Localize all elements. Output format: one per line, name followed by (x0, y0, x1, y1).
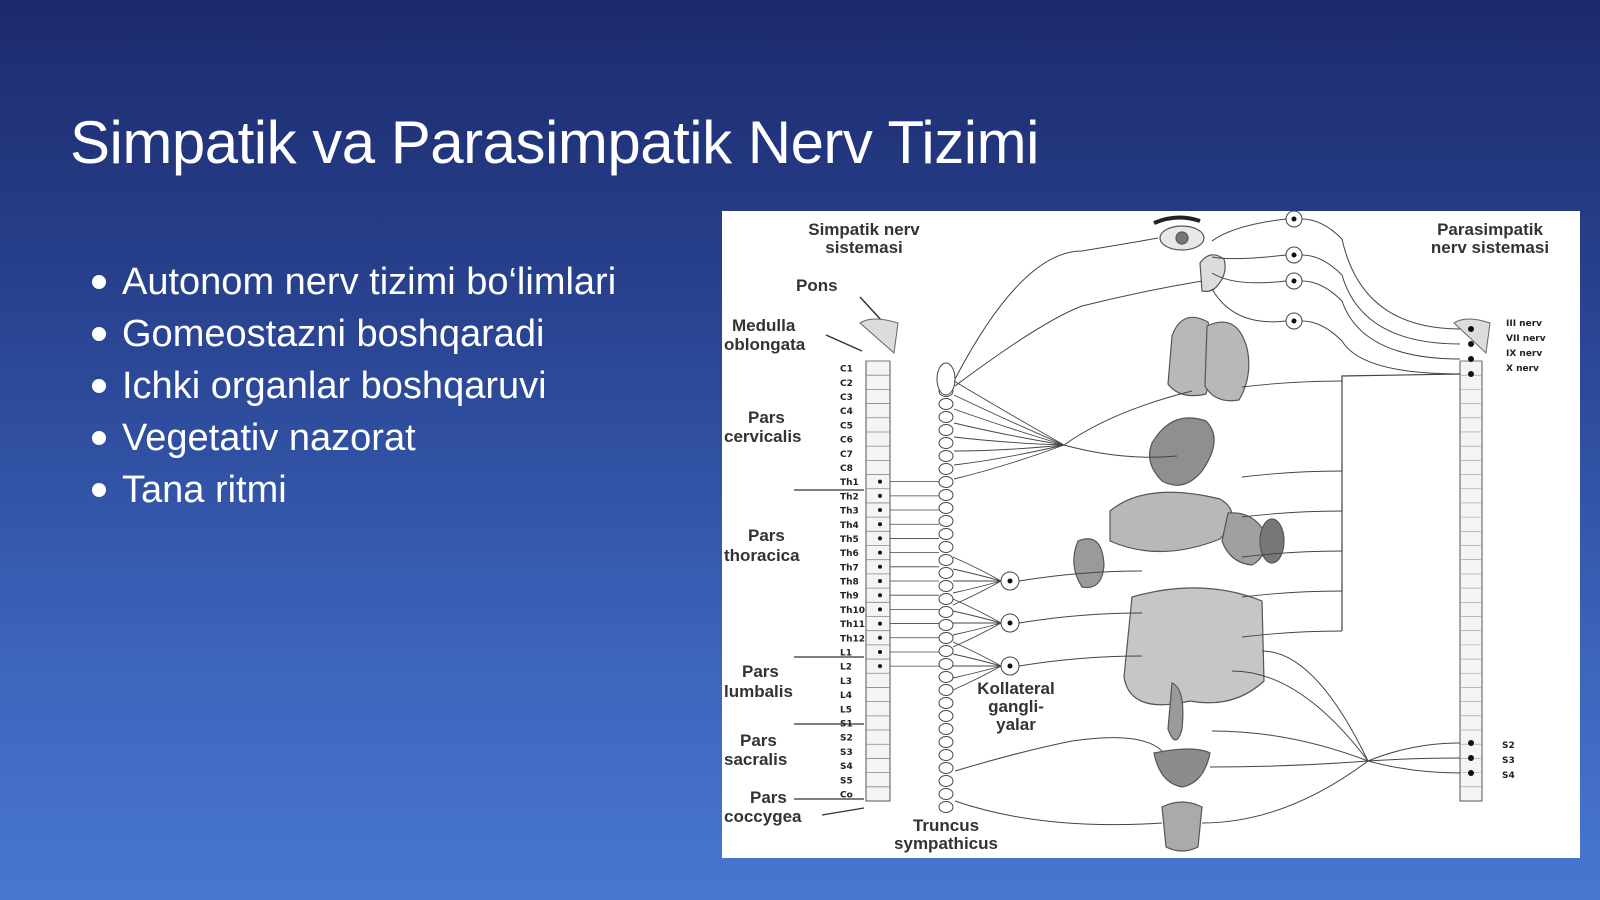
right-lung-icon (1205, 322, 1249, 401)
chain-ganglion (939, 438, 953, 449)
chain-ganglion (939, 659, 953, 670)
eyebrow-icon (1154, 217, 1200, 223)
thoracica-label: thoracica (724, 546, 800, 565)
sacral-sympathetic-fiber (955, 738, 1162, 771)
spinal-segment-label: Th10 (840, 605, 866, 616)
brainstem-right-icon (1454, 319, 1490, 353)
cranial-sympathetic-fiber (955, 238, 1158, 379)
pelvic-splanchnic-nerve (1368, 761, 1460, 773)
bullet-dot-icon (92, 431, 106, 445)
spinal-segment-label: S2 (840, 733, 853, 744)
bladder-icon (1154, 749, 1210, 787)
sacralis-label: sacralis (724, 750, 788, 769)
chain-ganglion (939, 750, 953, 761)
spinal-segment-label: Th3 (840, 506, 859, 517)
slide-title: Simpatik va Parasimpatik Nerv Tizimi (70, 109, 1039, 176)
chain-ganglion (939, 711, 953, 722)
chain-ganglion (939, 698, 953, 709)
bullet-dot-icon (92, 275, 106, 289)
kollateral-label: Kollateral (977, 679, 1055, 698)
spinal-segment-label: Co (840, 790, 853, 801)
bullet-dot-icon (92, 483, 106, 497)
cranial-sympathetic-fiber (955, 281, 1202, 386)
intestines-icon (1124, 588, 1264, 705)
postganglionic-fiber (1019, 613, 1142, 623)
spinal-segment-label: Th12 (840, 634, 866, 645)
vagus-branch (1242, 471, 1342, 477)
cervicalis-label: Pars (748, 408, 785, 427)
bullet-text: Tana ritmi (122, 469, 287, 511)
cranial-nucleus-dot (1468, 326, 1474, 332)
heart-icon (1150, 418, 1215, 485)
neuron-dot (878, 522, 882, 526)
parasympathetic-spinal-cord (1460, 361, 1482, 801)
cardiac-nerve (954, 445, 1064, 479)
neuron-dot (878, 508, 882, 512)
brainstem-icon (860, 319, 898, 353)
spinal-segment-label: Th1 (840, 478, 859, 489)
bullet-text: Gomeostazni boshqaradi (122, 313, 545, 355)
kollateral-label: gangli- (988, 697, 1044, 716)
chain-ganglion (939, 542, 953, 553)
organs-group (1074, 217, 1284, 851)
spinal-segment-label: Th6 (840, 549, 859, 560)
splanchnic-nerve (953, 581, 1001, 605)
spinal-segment-label: Th2 (840, 492, 859, 503)
neuron-dot (878, 664, 882, 668)
superior-cervical-ganglion (937, 363, 955, 395)
neuron-dot (878, 593, 882, 597)
pons-label: Pons (796, 276, 838, 295)
spinal-segment-label: L3 (840, 676, 852, 687)
sacral-sympathetic-fiber (955, 801, 1162, 825)
vagus-branch (1242, 381, 1342, 387)
chain-ganglion (939, 776, 953, 787)
neuron-dot (878, 622, 882, 626)
spinal-segment-label: C6 (840, 435, 853, 446)
sympathetic-header: Simpatik nerv (808, 220, 920, 239)
cranial-nucleus-dot (1468, 356, 1474, 362)
spinal-segment-label: C7 (840, 449, 853, 460)
vagus-branch (1242, 511, 1342, 517)
chain-ganglion (939, 529, 953, 540)
spinal-segment-label: C5 (840, 421, 853, 432)
spinal-segment-label: Th11 (840, 620, 866, 631)
coccygea-label: Pars (750, 788, 787, 807)
cranial-parasympathetic-fiber (1302, 255, 1460, 344)
chain-ganglion (939, 555, 953, 566)
cardiac-nerve (954, 423, 1064, 445)
chain-ganglion (939, 516, 953, 527)
lumbalis-label: Pars (742, 662, 779, 681)
thoracica-label: Pars (748, 526, 785, 545)
cranial-nucleus-dot (1468, 341, 1474, 347)
bullet-dot-icon (92, 327, 106, 341)
cardiac-nerve (954, 395, 1064, 445)
spinal-segment-label: C1 (840, 364, 853, 375)
spinal-segment-label: C3 (840, 393, 853, 404)
pelvic-branch (1212, 731, 1368, 761)
genitals-icon (1162, 802, 1202, 851)
neuron-dot (878, 480, 882, 484)
spinal-segment-label: Th4 (840, 520, 859, 531)
spinal-segment-label: C8 (840, 464, 853, 474)
chain-ganglion (939, 789, 953, 800)
chain-ganglion (939, 451, 953, 462)
cranial-nerve-label: X nerv (1506, 364, 1539, 374)
cardiac-nerve (954, 445, 1064, 465)
chain-ganglion (939, 763, 953, 774)
spinal-segment-label: S4 (840, 762, 853, 773)
chain-ganglion (939, 685, 953, 696)
neuron-dot (878, 650, 882, 654)
neuron-dot (1292, 279, 1297, 284)
postganglionic-fiber (1212, 219, 1286, 241)
neuron-dot (1292, 217, 1297, 222)
parasympathetic-header: Parasimpatik (1437, 220, 1543, 239)
vagus-branch (1242, 591, 1342, 597)
pelvic-splanchnic-nerve (1368, 758, 1460, 761)
postganglionic-fiber (1212, 255, 1286, 259)
truncus-label: sympathicus (894, 834, 998, 853)
cranial-parasympathetic-fiber (1302, 281, 1460, 359)
neuron-dot (878, 494, 882, 498)
bullet-list (92, 256, 616, 516)
splanchnic-nerve (953, 623, 1001, 647)
cranial-parasympathetic-fiber (1302, 321, 1460, 374)
cranial-nucleus-dot (1468, 371, 1474, 377)
spinal-segment-label: L1 (840, 648, 852, 659)
bullet-item (92, 256, 616, 308)
chain-ganglion (939, 425, 953, 436)
pelvic-branch (1202, 761, 1368, 823)
neuron-dot (1292, 319, 1297, 324)
neuron-dot (1008, 664, 1013, 669)
sacral-nucleus-dot (1468, 740, 1474, 746)
bullet-dot-icon (92, 379, 106, 393)
nervous-system-diagram (722, 211, 1580, 858)
spinal-segment-label: Th9 (840, 591, 859, 602)
spinal-segment-label: S5 (840, 776, 853, 787)
spinal-segment-label: L5 (840, 705, 852, 716)
neuron-dot (1292, 253, 1297, 258)
chain-ganglion (939, 568, 953, 579)
sacral-nucleus-dot (1468, 755, 1474, 761)
chain-ganglion (939, 672, 953, 683)
chain-ganglion (939, 412, 953, 423)
spinal-segment-label: C2 (840, 378, 853, 389)
spinal-segment-label: S3 (840, 747, 853, 758)
splanchnic-nerve (953, 611, 1001, 623)
bullet-item (92, 360, 616, 412)
medulla-label: Medulla (732, 316, 796, 335)
spinal-segment-label: Th5 (840, 534, 859, 545)
cervicalis-label: cervicalis (724, 427, 802, 446)
neuron-dot (878, 607, 882, 611)
splanchnic-nerve (953, 623, 1001, 635)
neuron-dot (1008, 621, 1013, 626)
truncus-label: Truncus (912, 816, 980, 835)
lumbalis-label: lumbalis (724, 682, 793, 701)
sacralis-label: Pars (740, 731, 777, 750)
chain-ganglion (939, 620, 953, 631)
neuron-dot (878, 565, 882, 569)
cardiac-nerve (954, 445, 1064, 451)
bullet-text: Ichki organlar boshqaruvi (122, 365, 547, 407)
chain-ganglion (939, 724, 953, 735)
chain-ganglion (939, 633, 953, 644)
chain-ganglion (939, 490, 953, 501)
bullet-item (92, 308, 616, 360)
medulla-leader (826, 335, 862, 351)
neuron-dot (878, 579, 882, 583)
right-sacral-label: S4 (1502, 771, 1515, 781)
spinal-segment-label: C4 (840, 407, 853, 418)
chain-ganglion (939, 646, 953, 657)
splanchnic-nerve (953, 642, 1001, 666)
spinal-segment-label: Th7 (840, 563, 859, 574)
kollateral-label: yalar (996, 715, 1036, 734)
neuron-dot (878, 551, 882, 555)
kidney-icon (1074, 539, 1104, 588)
pons-leader (860, 297, 882, 321)
neuron-dot (878, 536, 882, 540)
parasympathetic-header: nerv sistemasi (1430, 238, 1550, 257)
liver-icon (1110, 492, 1232, 551)
sacral-nucleus-dot (1468, 770, 1474, 776)
medulla-label: oblongata (724, 335, 806, 354)
splanchnic-nerve (953, 599, 1001, 623)
neuron-dot (878, 636, 882, 640)
spinal-segment-label: L2 (840, 662, 852, 673)
bullet-text: Vegetativ nazorat (122, 417, 416, 459)
chain-ganglion (939, 477, 953, 488)
coccygea-label: coccygea (724, 807, 802, 826)
bullet-item (92, 412, 616, 464)
splanchnic-nerve (953, 654, 1001, 666)
spinal-segment-label: S1 (840, 719, 853, 730)
bullet-text: Autonom nerv tizimi bo‘limlari (122, 261, 617, 303)
splanchnic-nerve (953, 569, 1001, 581)
chain-ganglion (939, 464, 953, 475)
spinal-segment-label: Th8 (840, 577, 859, 588)
cranial-nerve-label: VII nerv (1506, 334, 1546, 344)
vagus-nerve (1342, 374, 1460, 631)
spinal-segment-label: L4 (840, 691, 852, 702)
chain-ganglion (939, 503, 953, 514)
neuron-dot (1008, 579, 1013, 584)
chain-ganglion (939, 737, 953, 748)
chain-ganglion (939, 607, 953, 618)
pelvic-branch (1210, 761, 1368, 767)
chain-ganglion (939, 594, 953, 605)
splanchnic-nerve (953, 557, 1001, 581)
cranial-nerve-label: III nerv (1506, 319, 1542, 329)
diagram-svg (722, 211, 1580, 858)
cranial-nerve-label: IX nerv (1506, 349, 1543, 359)
right-sacral-label: S3 (1502, 756, 1515, 766)
postganglionic-fiber (1019, 656, 1142, 666)
chain-ganglion (939, 802, 953, 813)
bullet-item (92, 464, 616, 516)
splanchnic-nerve (953, 666, 1001, 678)
chain-ganglion (939, 581, 953, 592)
right-sacral-label: S2 (1502, 741, 1515, 751)
splanchnic-nerve (953, 581, 1001, 593)
spleen-icon (1260, 519, 1284, 563)
postganglionic-fiber (1212, 289, 1286, 322)
sympathetic-header: sistemasi (825, 238, 903, 257)
chain-ganglion (939, 399, 953, 410)
